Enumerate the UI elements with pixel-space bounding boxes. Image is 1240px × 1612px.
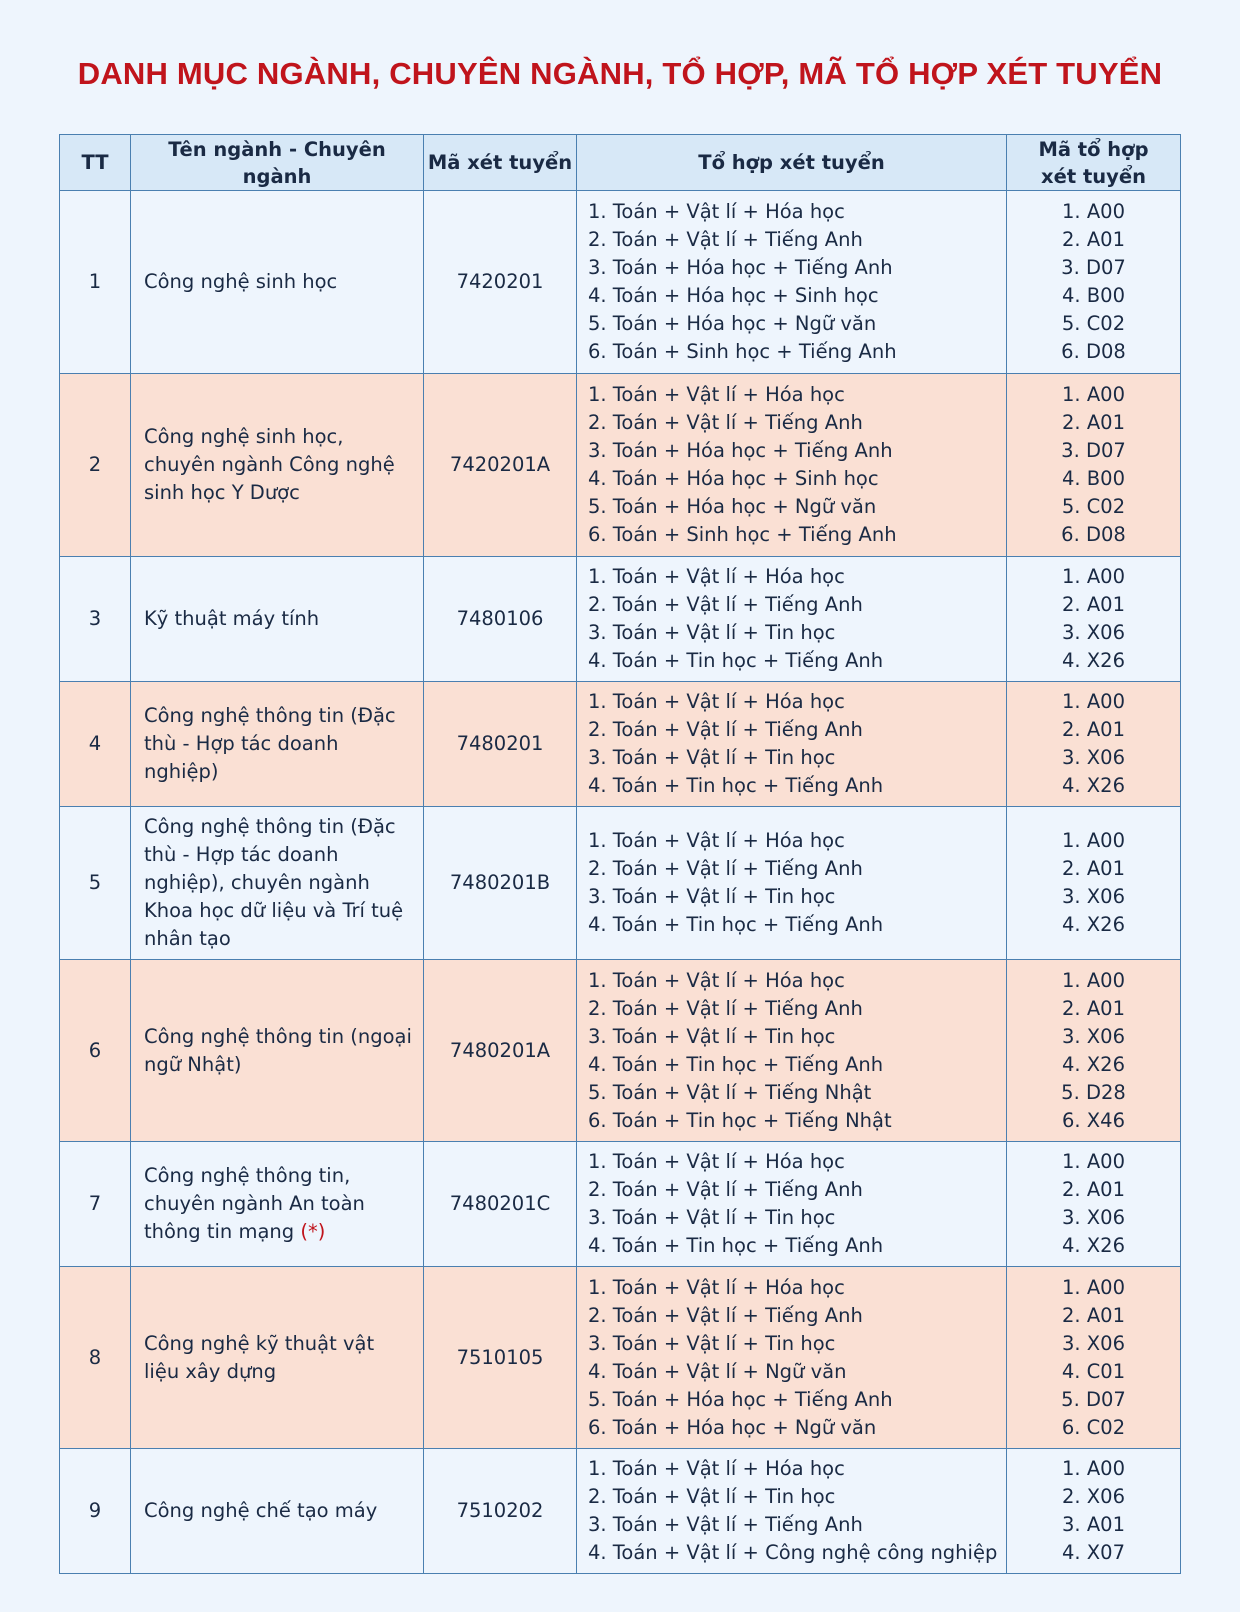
row-combos (577, 191, 1007, 374)
combo-item: 1. Toán + Vật lí + Hóa học (588, 829, 845, 852)
row-combos (577, 960, 1007, 1142)
combo-item: 1. Toán + Vật lí + Hóa học (588, 383, 845, 406)
combo-item: 2. Toán + Vật lí + Tiếng Anh (588, 1178, 863, 1201)
combo-code-item: 2. A01 (1062, 857, 1125, 880)
combo-item: 4. Toán + Tin học + Tiếng Anh (588, 1234, 884, 1257)
row-tt: 1 (60, 191, 131, 374)
table-row (60, 1449, 1181, 1574)
combo-code-item: 4. X26 (1062, 649, 1125, 672)
combo-code-item: 2. A01 (1062, 411, 1125, 434)
row-combo-codes (1007, 1142, 1181, 1267)
row-name: Công nghệ thông tin, chuyên ngành An toàn thông tin mạng (144, 1164, 365, 1243)
row-name: Kỹ thuật máy tính (144, 607, 320, 630)
combo-item: 2. Toán + Vật lí + Tiếng Anh (588, 996, 863, 1020)
table-row (60, 1142, 1181, 1267)
header-combo-codes-line1: Mã tổ hợp (1038, 137, 1149, 161)
row-tt: 8 (60, 1267, 131, 1449)
table-row (60, 557, 1181, 682)
row-tt: 3 (60, 557, 131, 682)
combo-code-item: 3. X06 (1062, 621, 1125, 644)
row-combos (577, 807, 1007, 960)
row-code: 7480201B (424, 807, 577, 960)
row-name: Công nghệ chế tạo máy (144, 1499, 378, 1522)
row-combos (577, 1142, 1007, 1267)
row-tt: 7 (60, 1142, 131, 1267)
row-combo-codes (1007, 960, 1181, 1142)
combo-code-item: 2. X06 (1062, 1485, 1125, 1508)
row-tt: 2 (60, 374, 131, 557)
combo-code-item: 5. C02 (1061, 312, 1126, 335)
row-name-cell (131, 1142, 424, 1267)
combo-code-item: 4. C01 (1061, 1359, 1126, 1383)
combo-code-item: 3. X06 (1062, 885, 1125, 908)
row-combo-codes (1007, 807, 1181, 960)
combo-item: 5. Toán + Hóa học + Tiếng Anh (588, 1387, 893, 1411)
combo-item: 4. Toán + Hóa học + Sinh học (588, 284, 879, 307)
combo-item: 4. Toán + Hóa học + Sinh học (588, 467, 879, 490)
combo-item: 1. Toán + Vật lí + Hóa học (588, 1150, 845, 1173)
combo-item: 3. Toán + Vật lí + Tin học (588, 1206, 836, 1229)
combo-item: 2. Toán + Vật lí + Tiếng Anh (588, 411, 863, 434)
combo-code-item: 2. A01 (1062, 718, 1125, 741)
combo-item: 3. Toán + Vật lí + Tin học (588, 746, 836, 769)
combo-code-item: 6. C02 (1061, 1415, 1126, 1439)
row-code: 7510105 (424, 1267, 577, 1449)
combo-item: 6. Toán + Tin học + Tiếng Nhật (588, 1108, 892, 1132)
table-row (60, 191, 1181, 374)
row-name-cell (131, 1267, 424, 1449)
row-name: Công nghệ kỹ thuật vật liệu xây dựng (144, 1331, 375, 1383)
row-code: 7480201C (424, 1142, 577, 1267)
combo-item: 1. Toán + Vật lí + Hóa học (588, 565, 845, 588)
combo-item: 2. Toán + Vật lí + Tiếng Anh (588, 857, 863, 880)
combo-code-item: 2. A01 (1062, 228, 1125, 251)
combo-code-item: 4. X26 (1062, 913, 1125, 936)
row-combos (577, 374, 1007, 557)
combo-code-item: 5. D28 (1061, 1080, 1126, 1104)
combo-item: 5. Toán + Hóa học + Ngữ văn (588, 495, 877, 518)
table-body (60, 191, 1181, 1574)
table-header-row (60, 135, 1181, 191)
combo-item: 3. Toán + Vật lí + Tiếng Anh (588, 1513, 863, 1536)
header-combos: Tổ hợp xét tuyển (577, 135, 1007, 191)
combo-code-item: 2. A01 (1062, 996, 1125, 1020)
combo-code-item: 2. A01 (1062, 1303, 1125, 1327)
combo-code-item: 2. A01 (1062, 1178, 1125, 1201)
row-tt: 5 (60, 807, 131, 960)
combo-item: 3. Toán + Vật lí + Tin học (588, 885, 836, 908)
combo-item: 2. Toán + Vật lí + Tiếng Anh (588, 718, 863, 741)
combo-item: 4. Toán + Tin học + Tiếng Anh (588, 774, 884, 797)
row-code: 7480201A (424, 960, 577, 1142)
combo-code-item: 3. X06 (1062, 1206, 1125, 1229)
header-combo-codes (1007, 135, 1181, 191)
combo-code-item: 1. A00 (1062, 383, 1125, 406)
combo-code-item: 2. A01 (1062, 593, 1125, 616)
row-tt: 4 (60, 682, 131, 807)
row-code: 7480201 (424, 682, 577, 807)
combo-code-item: 1. A00 (1062, 565, 1125, 588)
row-name-cell (131, 191, 424, 374)
combo-item: 6. Toán + Hóa học + Ngữ văn (588, 1415, 877, 1439)
combo-code-item: 4. X26 (1062, 1234, 1125, 1257)
combo-item: 1. Toán + Vật lí + Hóa học (588, 968, 845, 992)
page-title: DANH MỤC NGÀNH, CHUYÊN NGÀNH, TỔ HỢP, MÃ TỔ HỢP XÉT TUYỂN (77, 56, 1163, 91)
table-row (60, 1267, 1181, 1449)
row-name: Công nghệ sinh học (144, 270, 338, 293)
row-combos (577, 682, 1007, 807)
table-row (60, 960, 1181, 1142)
combo-code-item: 5. D07 (1061, 1387, 1126, 1411)
table-row (60, 374, 1181, 557)
row-combos (577, 1449, 1007, 1574)
combo-item: 2. Toán + Vật lí + Tiếng Anh (588, 1303, 863, 1327)
combo-code-item: 6. D08 (1061, 340, 1126, 363)
combo-code-item: 6. X46 (1062, 1108, 1125, 1132)
combo-code-item: 3. X06 (1062, 1024, 1125, 1048)
combo-item: 3. Toán + Vật lí + Tin học (588, 1331, 836, 1355)
row-name-cell (131, 374, 424, 557)
combo-code-item: 3. A01 (1062, 1513, 1125, 1536)
combo-item: 4. Toán + Vật lí + Công nghệ công nghiệp (588, 1541, 998, 1564)
row-combo-codes (1007, 1449, 1181, 1574)
combo-code-item: 1. A00 (1062, 829, 1125, 852)
header-name: Tên ngành - Chuyên ngành (131, 135, 424, 191)
combo-item: 5. Toán + Vật lí + Tiếng Nhật (588, 1080, 872, 1104)
table-row (60, 807, 1181, 960)
combo-code-item: 1. A00 (1062, 1150, 1125, 1173)
combo-item: 4. Toán + Vật lí + Ngữ văn (588, 1359, 847, 1383)
row-name-cell (131, 682, 424, 807)
row-name-cell (131, 807, 424, 960)
combo-item: 4. Toán + Tin học + Tiếng Anh (588, 1052, 884, 1076)
combo-item: 1. Toán + Vật lí + Hóa học (588, 1275, 845, 1299)
row-code: 7420201A (424, 374, 577, 557)
combo-code-item: 1. A00 (1062, 968, 1125, 992)
row-name: Công nghệ thông tin (Đặc thù - Hợp tác doanh nghiệp), chuyên ngành Khoa học dữ liệu và Trí tuệ nhân tạo (144, 815, 404, 950)
combo-item: 6. Toán + Sinh học + Tiếng Anh (588, 523, 897, 546)
row-combos (577, 1267, 1007, 1449)
combo-code-item: 4. X26 (1062, 1052, 1125, 1076)
combo-code-item: 1. A00 (1062, 1275, 1125, 1299)
row-combo-codes (1007, 191, 1181, 374)
row-combo-codes (1007, 1267, 1181, 1449)
combo-code-item: 3. D07 (1061, 256, 1126, 279)
row-tt: 6 (60, 960, 131, 1142)
header-code: Mã xét tuyển (424, 135, 577, 191)
table-row (60, 682, 1181, 807)
row-combos (577, 557, 1007, 682)
combo-item: 1. Toán + Vật lí + Hóa học (588, 690, 845, 713)
row-combo-codes (1007, 557, 1181, 682)
combo-code-item: 3. X06 (1062, 1331, 1125, 1355)
combo-code-item: 3. X06 (1062, 746, 1125, 769)
combo-code-item: 1. A00 (1062, 690, 1125, 713)
combo-item: 1. Toán + Vật lí + Hóa học (588, 200, 845, 223)
row-combo-codes (1007, 374, 1181, 557)
combo-item: 1. Toán + Vật lí + Hóa học (588, 1457, 845, 1480)
combo-code-item: 5. C02 (1061, 495, 1126, 518)
row-name: Công nghệ thông tin (Đặc thù - Hợp tác doanh nghiệp) (144, 704, 396, 783)
combo-item: 3. Toán + Vật lí + Tin học (588, 1024, 836, 1048)
row-code: 7480106 (424, 557, 577, 682)
combo-item: 3. Toán + Hóa học + Tiếng Anh (588, 256, 893, 279)
combo-code-item: 4. B00 (1062, 284, 1125, 307)
row-name-cell (131, 960, 424, 1142)
combo-item: 3. Toán + Hóa học + Tiếng Anh (588, 439, 893, 462)
combo-code-item: 1. A00 (1062, 200, 1125, 223)
combo-code-item: 1. A00 (1062, 1457, 1125, 1480)
row-name-cell (131, 1449, 424, 1574)
combo-code-item: 3. D07 (1061, 439, 1126, 462)
row-note: (*) (300, 1220, 326, 1243)
combo-code-item: 4. B00 (1062, 467, 1125, 490)
row-code: 7510202 (424, 1449, 577, 1574)
combo-item: 2. Toán + Vật lí + Tiếng Anh (588, 228, 863, 251)
combo-code-item: 4. X07 (1062, 1541, 1125, 1564)
row-name: Công nghệ sinh học, chuyên ngành Công nghệ sinh học Y Dược (144, 425, 395, 504)
combo-item: 4. Toán + Tin học + Tiếng Anh (588, 913, 884, 936)
header-tt: TT (60, 135, 131, 191)
admission-table (59, 134, 1181, 1574)
combo-code-item: 4. X26 (1062, 774, 1125, 797)
combo-item: 5. Toán + Hóa học + Ngữ văn (588, 312, 877, 335)
row-tt: 9 (60, 1449, 131, 1574)
combo-item: 3. Toán + Vật lí + Tin học (588, 621, 836, 644)
combo-item: 6. Toán + Sinh học + Tiếng Anh (588, 340, 897, 363)
combo-code-item: 6. D08 (1061, 523, 1126, 546)
row-name: Công nghệ thông tin (ngoại ngữ Nhật) (144, 1024, 412, 1076)
header-combo-codes-line2: xét tuyển (1041, 164, 1146, 188)
row-code: 7420201 (424, 191, 577, 374)
combo-item: 2. Toán + Vật lí + Tiếng Anh (588, 593, 863, 616)
row-name-cell (131, 557, 424, 682)
combo-item: 4. Toán + Tin học + Tiếng Anh (588, 649, 884, 672)
row-combo-codes (1007, 682, 1181, 807)
combo-item: 2. Toán + Vật lí + Tin học (588, 1485, 836, 1508)
